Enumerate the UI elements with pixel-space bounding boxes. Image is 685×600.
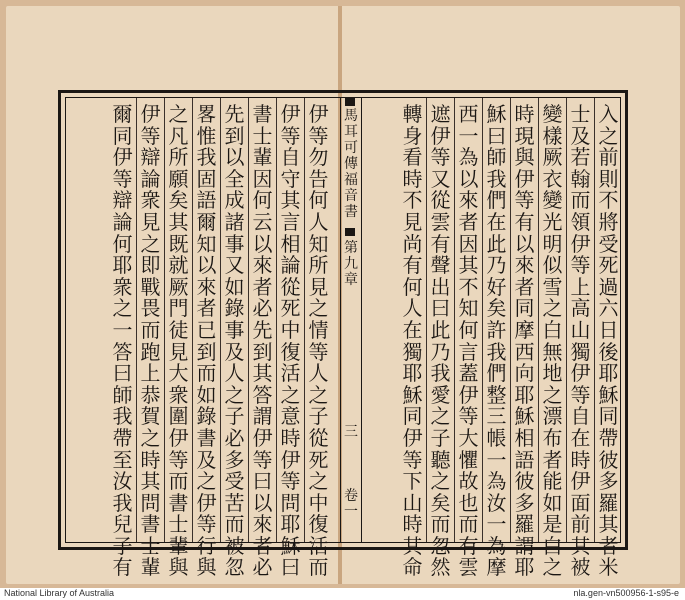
footer	[0, 588, 685, 600]
column-rule	[538, 98, 539, 542]
column-rule	[276, 98, 277, 542]
center-margin	[340, 98, 362, 542]
text-column: 西 一 為 以 來 者 因 其 不 知 何 言 蓋 伊 等 大 懼 故 也 而 有 雲	[458, 102, 479, 580]
column-rule	[510, 98, 511, 542]
text-column: 穌 曰 師 我 們 在 此 乃 好 矣 許 我 們 整 三 帳 一 為 汝 一 為 摩	[486, 102, 507, 580]
text-column: 伊 等 勿 告 何 人 知 所 見 之 情 等 人 之 子 從 死 之 中 復 活 而	[308, 102, 329, 580]
fish-tail-mark-top	[345, 98, 355, 106]
column-rule	[594, 98, 595, 542]
column-rule	[482, 98, 483, 542]
text-column: 伊 等 自 守 其 言 相 論 從 死 中 復 活 之 意 時 伊 等 問 耶 穌 曰	[280, 102, 301, 580]
text-column: 之 凡 所 願 矣 其 既 就 厥 門 徒 見 大 衆 圍 伊 等 而 書 士 輩 與	[168, 102, 189, 580]
column-rule	[426, 98, 427, 542]
text-column: 時 現 與 伊 等 有 以 來 者 同 摩 西 向 耶 穌 相 語 彼 多 羅 謂 耶	[514, 102, 535, 580]
column-rule	[220, 98, 221, 542]
text-column: 入 之 前 則 不 將 受 死 過 六 日 後 耶 穌 同 帶 彼 多 羅 其 者 米	[598, 102, 619, 580]
library-credit: National Library of Australia	[4, 588, 115, 598]
text-column: 轉 身 看 時 不 見 尚 有 何 人 在 獨 耶 穌 同 伊 等 下 山 時 其 命	[402, 102, 423, 580]
text-column: 畧 惟 我 固 語 爾 知 以 來 者 已 到 而 如 錄 書 及 之 伊 等 行 與	[196, 102, 217, 580]
column-rule	[136, 98, 137, 542]
fish-tail-mark-middle	[345, 228, 355, 236]
column-rule	[454, 98, 455, 542]
text-column: 士 及 若 翰 而 領 伊 等 上 高 山 獨 伊 等 自 在 時 伊 面 前 其 被	[570, 102, 591, 580]
text-column: 先 到 以 全 成 諸 事 又 如 錄 事 及 人 之 子 必 多 受 苦 而 被 忽	[224, 102, 245, 580]
column-rule	[248, 98, 249, 542]
text-frame	[58, 90, 628, 580]
text-column: 爾 同 伊 等 辯 論 何 耶 衆 之 一 答 曰 師 我 帶 至 汝 我 兒 子 有	[112, 102, 133, 580]
text-column: 伊 等 辯 論 衆 見 之 即 戰 畏 而 跑 上 恭 賀 之 時 其 問 書 士 輩	[140, 102, 161, 580]
column-rule	[192, 98, 193, 542]
column-rule	[566, 98, 567, 542]
chapter-label: 第 九 章	[344, 240, 358, 288]
page-number: 三	[344, 424, 358, 440]
column-rule	[164, 98, 165, 542]
column-rule	[304, 98, 305, 542]
text-column: 書 士 輩 因 何 云 以 來 者 必 先 到 其 答 謂 伊 等 曰 以 來 者 必	[252, 102, 273, 580]
text-block	[65, 97, 621, 580]
running-title: 馬 耳 可 傳 福 音 書	[344, 108, 358, 220]
volume-label: 卷 一	[344, 488, 358, 520]
text-column: 變 樣 厥 衣 變 光 明 似 雪 之 白 無 地 之 漂 布 者 能 如 是 白 之	[542, 102, 563, 580]
text-column: 遮 伊 等 又 從 雲 有 聲 出 曰 此 乃 我 愛 之 子 聽 之 矣 而 忽 然	[430, 102, 451, 580]
record-id: nla.gen-vn500956-1-s95-e	[573, 588, 679, 598]
